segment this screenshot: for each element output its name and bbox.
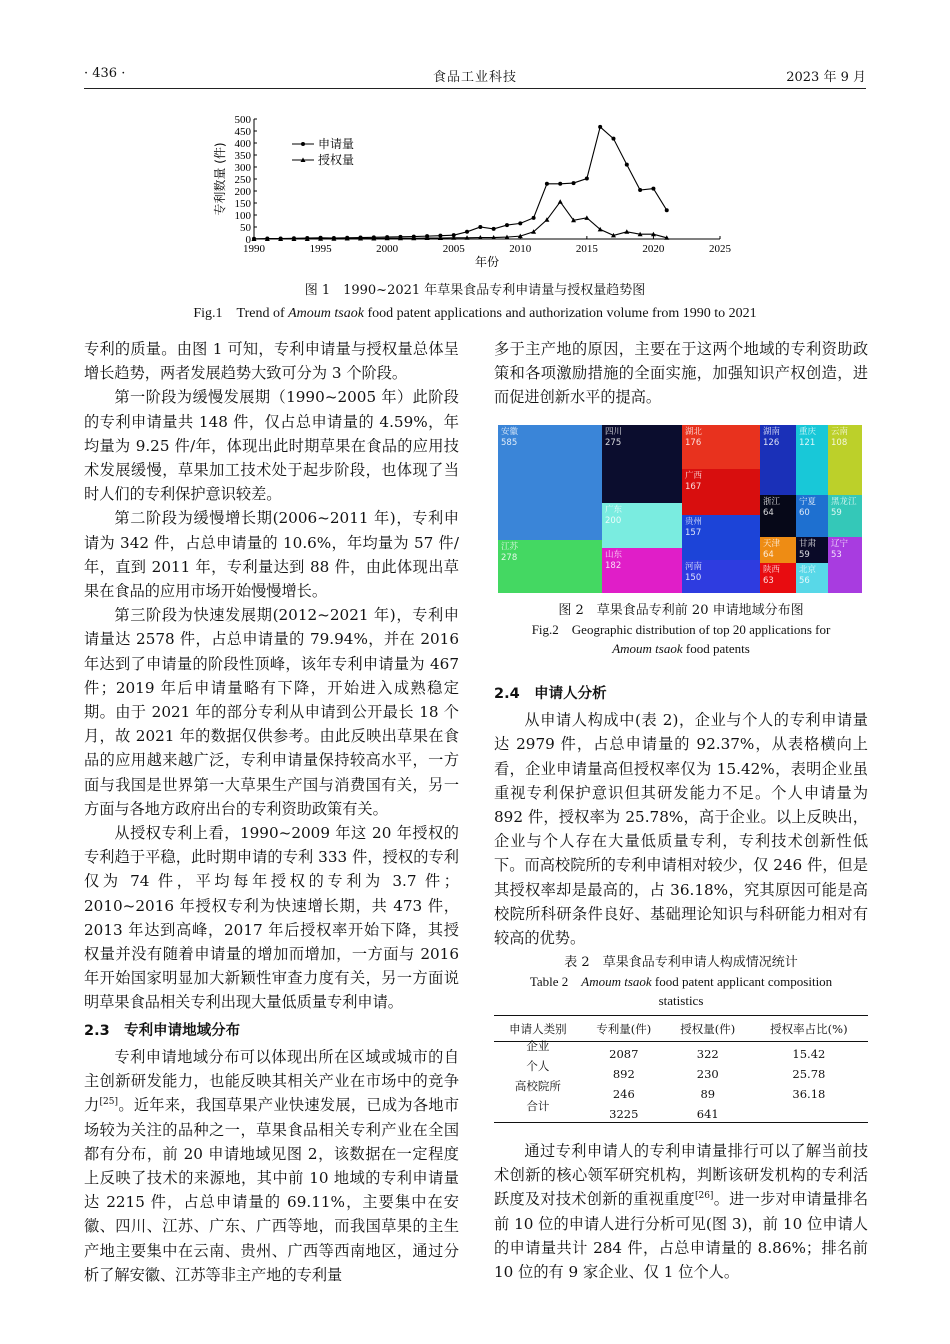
treemap-region-value: 150	[685, 573, 702, 583]
table2-title-cn: 表 2 草果食品专利申请人构成情况统计	[564, 955, 798, 970]
fig2-caption-en: Fig.2 Geographic distribution of top 20 applications for Amoum tsaok food patents	[531, 622, 831, 656]
data-point	[492, 227, 496, 231]
table-cell: 641	[696, 1107, 719, 1121]
table-header-row	[494, 1016, 868, 1042]
treemap-region-value: 108	[831, 438, 848, 448]
table-cell: 个人	[526, 1059, 550, 1073]
table-cell: 15.42	[792, 1047, 826, 1061]
table-cell: 36.18	[792, 1087, 826, 1101]
right-column-top	[494, 337, 868, 410]
journal-name: 食品工业科技	[432, 70, 517, 85]
y-tick-label: 500	[234, 114, 251, 126]
table-header-cell: 申请人类别	[494, 1016, 582, 1042]
treemap-region-label: 辽宁	[831, 539, 849, 549]
treemap-region-label: 重庆	[799, 427, 817, 437]
treemap-cell	[602, 425, 682, 503]
data-point	[625, 163, 629, 167]
treemap-region-value: 53	[831, 550, 842, 560]
treemap-region-label: 黑龙江	[831, 497, 857, 507]
treemap-cell	[682, 560, 760, 593]
fig2-treemap	[498, 425, 862, 593]
section-heading-2-3: 2.3 专利申请地域分布	[84, 1022, 241, 1039]
data-point	[638, 188, 642, 192]
data-point	[532, 216, 536, 220]
x-axis-label: 年份	[474, 255, 500, 269]
data-point	[651, 187, 655, 191]
treemap-cell	[828, 537, 862, 593]
table-row	[494, 1102, 868, 1123]
x-tick-label: 2010	[509, 243, 532, 255]
treemap-region-value: 157	[685, 528, 702, 538]
treemap-region-label: 陕西	[763, 565, 781, 575]
data-point	[465, 230, 469, 234]
x-tick-label: 2020	[642, 243, 665, 255]
data-point	[545, 182, 549, 186]
treemap-region-value: 121	[799, 438, 816, 448]
treemap-cell	[828, 495, 862, 537]
treemap-region-label: 宁夏	[799, 497, 817, 507]
treemap-cell	[760, 495, 796, 537]
y-tick-label: 400	[234, 138, 251, 150]
y-tick-label: 200	[234, 186, 251, 198]
y-tick-label: 100	[234, 210, 251, 222]
data-point	[572, 181, 576, 185]
treemap-region-label: 北京	[799, 565, 817, 575]
treemap-cell	[796, 425, 828, 495]
table-cell: 892	[612, 1067, 635, 1081]
data-point	[478, 225, 482, 229]
fig1-caption-en: Fig.1 Trend of Amoum tsaok food patent applications and authorization volume from 1990 to 2021	[193, 306, 757, 321]
data-point	[505, 223, 509, 227]
data-point	[558, 182, 562, 186]
fig1-line-chart	[196, 110, 756, 280]
x-tick-label: 2015	[575, 243, 598, 255]
treemap-region-value: 585	[501, 438, 518, 448]
right-column-bottom	[494, 1139, 868, 1284]
x-tick-label: 2000	[376, 243, 399, 255]
table2	[494, 1015, 868, 1123]
y-tick-label: 450	[234, 126, 251, 138]
x-tick-label: 1995	[309, 243, 332, 255]
table-cell: 企业	[526, 1039, 550, 1053]
treemap-cell	[760, 563, 796, 593]
treemap-cell	[796, 563, 828, 593]
treemap-cell	[602, 548, 682, 593]
treemap-cell	[498, 540, 602, 593]
table-header-cell: 授权量(件)	[666, 1016, 750, 1042]
treemap-region-label: 山东	[605, 550, 623, 560]
treemap-region-value: 64	[763, 550, 774, 560]
page-number: · 436 ·	[84, 66, 126, 81]
treemap-cell	[760, 537, 796, 563]
data-point	[665, 208, 669, 212]
paragraph: 通过专利申请人的专利申请量排行可以了解当前技术创新的核心领军研究机构，判断该研发机构的专利活跃度及对技术创新的重视重度[26]。进一步对申请量排名前 10 位的申请人进行分析可见(图 3)，前 10 位申请人的申请量共计 284 件，占总申请量的 8.86%；排名前 10 位的有 9 家企业、仅 1 位个人。	[494, 1142, 869, 1282]
treemap-region-label: 广东	[605, 505, 623, 515]
treemap-region-label: 四川	[605, 427, 623, 437]
fig2-caption-cn: 图 2 草果食品专利前 20 申请地域分布图	[558, 603, 804, 618]
left-column	[84, 337, 459, 1287]
citation: [26]	[694, 1191, 714, 1202]
treemap-region-label: 天津	[763, 539, 781, 549]
treemap-region-value: 176	[685, 438, 702, 448]
treemap-region-label: 河南	[685, 562, 703, 572]
treemap-region-label: 安徽	[501, 427, 519, 437]
table2-title-en: Table 2 Amoum tsaok food patent applicant composition statistics	[529, 974, 833, 1008]
treemap-region-value: 56	[799, 576, 810, 586]
paragraph: 第二阶段为缓慢增长期(2006~2011 年)，专利申请为 342 件，占总申请量的 10.6%，年均量为 57 件/年，直到 2011 年，专利量达到 88 件，由此体现出草果在食品的应用市场开始慢慢增长。	[84, 509, 459, 601]
y-tick-label: 0	[245, 234, 251, 246]
table-cell: 89	[700, 1087, 716, 1101]
treemap-region-label: 江苏	[501, 542, 519, 552]
treemap-cell	[796, 495, 828, 537]
paragraph: 专利的质量。由图 1 可知，专利申请量与授权量总体呈增长趋势，两者发展趋势大致可分为 3 个阶段。	[84, 340, 459, 383]
table-cell: 2087	[609, 1047, 639, 1061]
table-cell: 高校院所	[514, 1079, 561, 1093]
paragraph: 专利申请地域分布可以体现出所在区域或城市的自主创新研发能力，也能反映其相关产业在市场中的竞争力[25]。近年来，我国草果产业快速发展，已成为各地市场较为关注的品种之一，草果食品相关专利产业在全国都有分布，前 20 申请地域见图 2，该数据在一定程度上反映了技术的来源地，其中前 10 地域的专利申请量达 2215 件，占总申请量的 69.11%，主要集中在安徽、四川、江苏、广东、广西等地，而我国草果的主生产地主要集中在云南、贵州、广西等西南地区，通过分析了解安徽、江苏等非主产地的专利量	[84, 1047, 460, 1284]
treemap-cell	[682, 425, 760, 469]
legend-label: 授权量	[318, 153, 355, 167]
header-rule	[84, 88, 866, 89]
data-point	[624, 229, 629, 234]
table-header-cell: 授权率占比(%)	[750, 1016, 868, 1042]
legend-marker	[301, 142, 305, 146]
y-tick-label: 150	[234, 198, 251, 210]
x-tick-label: 2025	[709, 243, 731, 255]
y-axis-label: 专利数量 (件)	[213, 142, 227, 216]
treemap-cell	[602, 503, 682, 548]
treemap-region-label: 湖南	[763, 427, 781, 437]
treemap-region-label: 云南	[831, 427, 849, 437]
treemap-cell	[828, 425, 862, 495]
treemap-cell	[682, 469, 760, 515]
paragraph: 从授权专利上看，1990~2009 年这 20 年授权的专利趋于平稳，此时期申请的专利 333 件，授权的专利仅为 74 件，平均每年授权的专利为 3.7 件；2010~2016 年授权专利为快速增长期，共 473 件，2013 年达到高峰，2017 年后授权率开始下降，其授权量并没有随着申请量的增加而增加，一方面与 2016 年开始国家明显加大新颖性审查力度有关，另一方面说明草果食品相关专利出现大量低质量专利申请。	[84, 824, 459, 1012]
treemap-region-value: 60	[799, 508, 810, 518]
treemap-region-label: 甘肃	[799, 539, 817, 549]
treemap-region-value: 126	[763, 438, 780, 448]
treemap-cell	[760, 425, 796, 495]
y-tick-label: 50	[240, 222, 251, 234]
y-tick-label: 300	[234, 162, 251, 174]
y-tick-label: 350	[234, 150, 251, 162]
treemap-region-label: 贵州	[685, 517, 703, 527]
table-cell: 322	[696, 1047, 719, 1061]
paragraph: 第一阶段为缓慢发展期（1990~2005 年）此阶段的专利申请量共 148 件，仅占总申请量的 4.59%，年均量为 9.25 件/年，体现出此时期草果在食品的应用技术发展缓慢，草果加工技术处于起步阶段，也体现了当时人们的专利保护意识较差。	[84, 388, 459, 504]
paragraph: 从申请人构成中(表 2)，企业与个人的专利申请量达 2979 件，占总申请量的 92.37%，从表格横向上看，企业申请量高但授权率仅为 15.42%，表明企业虽重视专利保护意识但其研发能力不足。个人申请量为 892 件，授权率为 25.78%，高于企业。以上反映出，企业与个人存在大量低质量专利，专利技术创新性低下。而高校院所的专利申请相对较少，仅 246 件，但是其授权率却是最高的，占 36.18%，究其原因可能是高校院所科研条件良好、基础理论知识与科研能力相对有较高的优势。	[494, 711, 868, 948]
treemap-region-value: 278	[501, 553, 518, 563]
treemap-region-label: 湖北	[685, 427, 703, 437]
series-line-1	[254, 127, 667, 239]
data-point	[518, 221, 522, 225]
treemap-region-label: 浙江	[763, 497, 781, 507]
paragraph: 多于主产地的原因，主要在于这两个地域的专利资助政策和各项激励措施的全面实施，加强知识产权创造，进而促进创新水平的提高。	[494, 340, 868, 407]
treemap-region-value: 59	[799, 550, 810, 560]
x-tick-label: 1990	[243, 243, 265, 255]
treemap-region-value: 167	[685, 482, 702, 492]
table-row	[494, 1042, 868, 1063]
table-cell: 246	[612, 1087, 635, 1101]
table-cell: 230	[696, 1067, 719, 1081]
table-cell: 合计	[526, 1099, 550, 1113]
treemap-region-value: 200	[605, 516, 622, 526]
data-point	[598, 125, 602, 129]
table-cell: 3225	[609, 1107, 639, 1121]
treemap-cell	[796, 537, 828, 563]
citation: [25]	[99, 1097, 118, 1108]
legend-label: 申请量	[318, 137, 355, 151]
data-point	[558, 199, 563, 204]
data-point	[611, 137, 615, 141]
paragraph: 第三阶段为快速发展期(2012~2021 年)，专利申请量达 2578 件，占总申请量的 79.94%，并在 2016 年达到了申请量的阶段性顶峰，该年专利申请量为 467 件；2019 年后申请量略有下降，开始进入成熟稳定期。由于 2021 年的部分专利从申请到公开最长 18 个月，故 2021 年的数据仅供参考。由此反映出草果在食品的应用越来越广泛，专利申请量保持较高水平，一方面与我国是世界第一大草果生产国与消费国有关，另一方面与各地方政府出台的专利资助政策有关。	[84, 606, 459, 818]
treemap-region-value: 64	[763, 508, 774, 518]
issue-date: 2023 年 9 月	[786, 70, 866, 85]
treemap-region-value: 275	[605, 438, 622, 448]
treemap-region-value: 63	[763, 576, 774, 586]
x-tick-label: 2005	[442, 243, 465, 255]
treemap-region-value: 59	[831, 508, 842, 518]
treemap-cell	[682, 515, 760, 560]
y-tick-label: 250	[234, 174, 251, 186]
data-point	[585, 177, 589, 181]
data-point	[584, 215, 589, 220]
section-heading-2-4: 2.4 申请人分析	[494, 686, 607, 702]
table-cell: 25.78	[792, 1067, 826, 1081]
right-column-middle	[494, 678, 868, 950]
treemap-region-value: 182	[605, 561, 622, 571]
table-header-cell: 专利量(件)	[582, 1016, 666, 1042]
treemap-region-label: 广西	[685, 471, 703, 481]
fig1-caption-cn: 图 1 1990~2021 年草果食品专利申请量与授权量趋势图	[304, 283, 646, 298]
table-row	[494, 1082, 868, 1102]
